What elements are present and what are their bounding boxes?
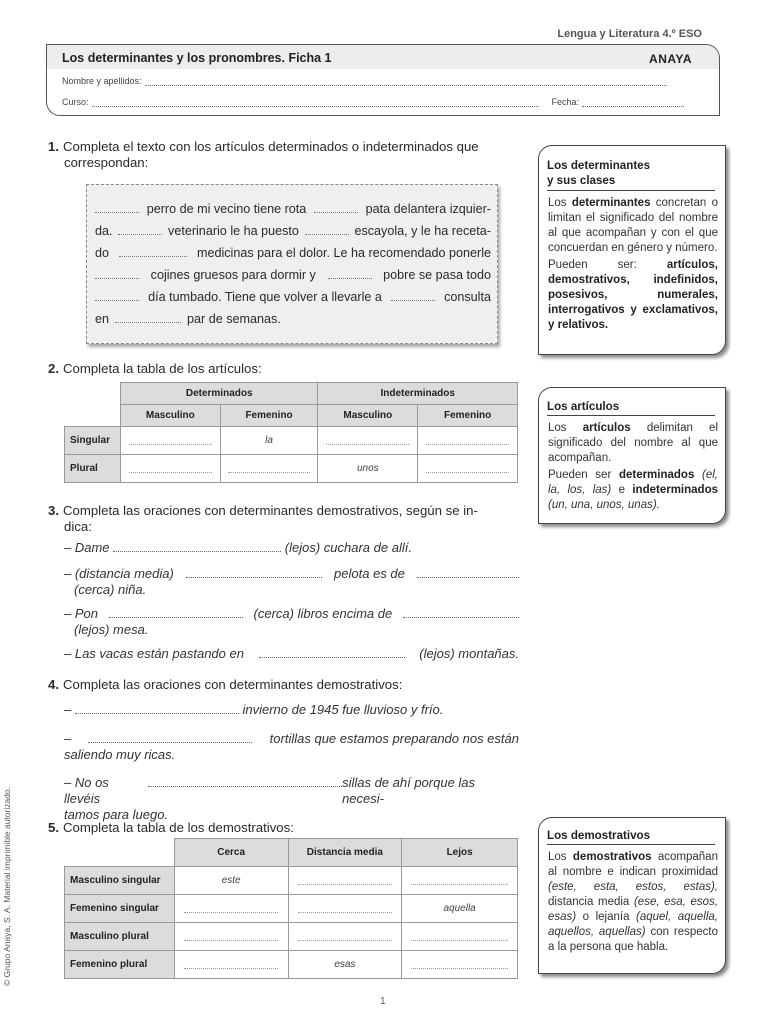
info-box-body [548, 421, 718, 513]
body-keyword: determinados [618, 469, 695, 481]
answer-blank[interactable] [115, 313, 181, 323]
given-value: la [265, 435, 273, 446]
body-text: delimitan el significado del nombre al que acompañan. [548, 422, 719, 464]
given-value: este [221, 875, 241, 886]
subject-label: Lengua y Literatura 4.º ESO [557, 28, 702, 40]
sentence-text: (lejos) mesa. [74, 622, 149, 637]
page-number: 1 [380, 996, 386, 1007]
answer-blank[interactable] [259, 648, 405, 658]
title-underline [547, 844, 715, 845]
body-text: distancia media [548, 896, 630, 908]
info-box-title-line: Los determinantes [547, 159, 651, 172]
cloze-text: da. [95, 224, 113, 238]
sentence-text: (cerca) niña. [74, 582, 147, 597]
sentence-text: – Dame [64, 540, 110, 555]
cloze-line [95, 224, 491, 238]
answer-cell[interactable] [174, 895, 288, 923]
question-3-text: Completa las oraciones con determinantes demostrativos, según se in- [63, 503, 478, 518]
answer-cell[interactable] [318, 427, 418, 455]
cloze-text: escayola, y le ha receta- [354, 224, 491, 238]
sentence-text: – No os llevéis [64, 775, 109, 806]
body-example: (un, una, unos, unas). [548, 499, 660, 511]
cloze-line [95, 268, 491, 282]
row-header: Femenino plural [65, 951, 175, 979]
info-box-title: Los demostrativos [547, 829, 651, 842]
answer-blank[interactable] [411, 958, 507, 969]
sentence-text: (lejos) montañas. [419, 646, 519, 661]
question-2-text: Completa la tabla de los artículos: [63, 361, 262, 376]
answer-blank[interactable] [184, 902, 279, 913]
table-row [65, 455, 518, 483]
row-header: Plural [65, 455, 121, 483]
answer-blank[interactable] [113, 542, 281, 552]
demonstratives-table [64, 838, 518, 979]
question-5-text: Completa la tabla de los demostrativos: [63, 820, 294, 835]
answer-blank[interactable] [95, 291, 139, 301]
name-label: Nombre y apellidos: [62, 76, 142, 86]
body-example: (ese, esa, esos, esas) [548, 896, 718, 923]
body-text: o lejanía [582, 911, 630, 923]
question-5 [48, 820, 294, 836]
answer-cell[interactable] [120, 427, 220, 455]
question-number: 5. [48, 820, 59, 835]
empty-corner [65, 839, 175, 867]
body-text: Los [548, 422, 567, 434]
cloze-line [95, 312, 491, 326]
date-blank[interactable] [582, 99, 684, 107]
answer-blank[interactable] [391, 291, 435, 301]
cloze-text: pata delantera izquier- [365, 202, 491, 216]
cloze-line [95, 290, 491, 304]
body-text: Pueden ser: [548, 259, 637, 271]
row-header: Singular [65, 427, 121, 455]
cloze-text-box [86, 184, 498, 344]
question-number: 3. [48, 503, 59, 518]
table-row [65, 867, 518, 895]
sentence-text: – (distancia media) [64, 566, 174, 581]
given-cell [318, 455, 418, 483]
sentence-item [64, 606, 519, 638]
body-example: (el, la, los, las) [548, 469, 718, 496]
table-row [65, 895, 518, 923]
body-keyword: artículos [582, 422, 631, 434]
group-header: Determinados [120, 383, 318, 405]
info-box-articulos [538, 387, 726, 524]
answer-blank[interactable] [119, 247, 187, 257]
answer-blank[interactable] [186, 568, 322, 578]
answer-blank[interactable] [148, 777, 342, 787]
body-text: e [618, 484, 626, 496]
date-label: Fecha: [551, 97, 580, 107]
cloze-text: pobre se pasa todo [383, 268, 491, 282]
answer-blank[interactable] [411, 874, 507, 885]
row-header: Masculino singular [65, 867, 175, 895]
sentence-item [64, 540, 519, 556]
given-value: esas [334, 959, 356, 970]
sentence-item [64, 702, 519, 718]
answer-cell[interactable] [402, 867, 518, 895]
answer-blank[interactable] [109, 608, 243, 618]
answer-blank[interactable] [326, 434, 409, 445]
column-header: Cerca [174, 839, 288, 867]
answer-cell[interactable] [120, 455, 220, 483]
worksheet-title: Los determinantes y los pronombres. Ficha 1 [62, 51, 332, 65]
given-cell [402, 895, 518, 923]
empty-corner [65, 405, 121, 427]
answer-cell[interactable] [288, 895, 402, 923]
info-box-title: Los artículos [547, 400, 620, 413]
column-header: Masculino [318, 405, 418, 427]
copyright-notice: © Grupo Anaya, S. A. Material imprimible autorizado. [2, 786, 12, 986]
question-number: 2. [48, 361, 59, 376]
column-header: Lejos [402, 839, 518, 867]
cloze-text: día tumbado. Tiene que volver a llevarle a [148, 290, 382, 304]
sentence-item [64, 646, 519, 662]
body-example: (este, esta, estos, estas), [548, 881, 718, 893]
given-cell [174, 867, 288, 895]
cloze-text: perro de mi vecino tiene rota [146, 202, 307, 216]
sentence-text: invierno de 1945 fue lluvioso y frío. [242, 702, 444, 717]
table-row [65, 427, 518, 455]
column-header: Femenino [418, 405, 518, 427]
given-value: unos [356, 463, 379, 474]
answer-blank[interactable] [426, 462, 509, 473]
question-3 [48, 503, 522, 535]
body-example: (aquel, aquella, aquellos, aquellas) [548, 911, 718, 938]
answer-blank[interactable] [129, 462, 212, 473]
worksheet-header [46, 44, 720, 116]
sentence-text: saliendo muy ricas. [64, 747, 176, 762]
course-label: Curso: [62, 97, 89, 107]
sentence-text: pelota es de [334, 566, 405, 581]
column-header: Femenino [220, 405, 318, 427]
answer-blank[interactable] [75, 704, 239, 714]
cloze-text: veterinario le ha puesto [168, 224, 299, 238]
table-row [65, 923, 518, 951]
body-text: Los [548, 197, 567, 209]
table-row [65, 951, 518, 979]
info-box-title-line: y sus clases [547, 174, 616, 187]
answer-blank[interactable] [417, 568, 519, 578]
cloze-text: medicinas para el dolor. Le ha recomendado ponerle [196, 246, 491, 260]
answer-blank[interactable] [305, 225, 349, 235]
question-2 [48, 361, 262, 377]
sentence-item [64, 731, 519, 763]
body-text: acompañan al nombre e indican proximidad [548, 851, 718, 878]
body-keyword: determinantes [571, 197, 651, 209]
cloze-text: cojines gruesos para dormir y [150, 268, 316, 282]
answer-blank[interactable] [298, 902, 393, 913]
answer-blank[interactable] [426, 434, 509, 445]
answer-cell[interactable] [174, 923, 288, 951]
row-header: Masculino plural [65, 923, 175, 951]
cloze-line [95, 246, 491, 260]
answer-cell[interactable] [418, 455, 518, 483]
info-box-determinantes [538, 145, 726, 355]
cloze-line [95, 202, 491, 216]
answer-blank[interactable] [129, 434, 212, 445]
group-header: Indeterminados [318, 383, 518, 405]
body-keyword: demostrativos [572, 851, 652, 863]
question-number: 4. [48, 677, 59, 692]
column-header: Masculino [120, 405, 220, 427]
answer-blank[interactable] [184, 930, 279, 941]
answer-blank[interactable] [298, 930, 393, 941]
given-cell [288, 951, 402, 979]
answer-blank[interactable] [411, 930, 507, 941]
course-field[interactable] [62, 97, 684, 107]
sentence-text: tortillas que estamos preparando nos están [269, 731, 519, 746]
question-1-text-cont: correspondan: [64, 155, 149, 170]
answer-cell[interactable] [288, 923, 402, 951]
row-header: Femenino singular [65, 895, 175, 923]
question-4 [48, 677, 402, 693]
answer-blank[interactable] [228, 462, 309, 473]
info-box-title [547, 158, 650, 188]
answer-blank[interactable] [403, 608, 519, 618]
answer-blank[interactable] [95, 203, 139, 213]
question-1 [48, 139, 522, 171]
body-text: concretan o limitan el significado del nombre al que acompañan y con el que concuerdan en género y número. [548, 197, 718, 254]
answer-cell[interactable] [288, 867, 402, 895]
publisher-logo: ANAYA [649, 52, 692, 66]
column-header: Distancia media [288, 839, 402, 867]
given-cell [220, 427, 318, 455]
name-blank[interactable] [145, 78, 667, 86]
given-value: aquella [443, 903, 476, 914]
title-underline [547, 190, 715, 191]
info-box-body [548, 196, 718, 333]
body-text: Los [548, 851, 567, 863]
answer-blank[interactable] [298, 874, 393, 885]
cloze-text: en [95, 312, 110, 326]
info-box-body [548, 850, 718, 955]
body-keyword: indeterminados [632, 484, 718, 496]
answer-cell[interactable] [402, 923, 518, 951]
sentence-item [64, 775, 519, 823]
sentence-text: (cerca) libros encima de [253, 606, 393, 621]
name-field[interactable] [62, 76, 667, 86]
body-text: Pueden ser [548, 469, 612, 481]
sentence-text: – Las vacas están pastando en [64, 646, 244, 661]
answer-blank[interactable] [328, 269, 372, 279]
answer-cell[interactable] [174, 951, 288, 979]
question-number: 1. [48, 139, 59, 154]
sentence-text: – [64, 731, 72, 746]
cloze-text: do [95, 246, 110, 260]
articles-table [64, 382, 518, 483]
answer-cell[interactable] [220, 455, 318, 483]
answer-cell[interactable] [418, 427, 518, 455]
answer-blank[interactable] [314, 203, 358, 213]
empty-corner [65, 383, 121, 405]
info-box-demostrativos [538, 817, 726, 974]
answer-blank[interactable] [118, 225, 162, 235]
cloze-text: consulta [444, 290, 491, 304]
sentence-text: – Pon [64, 606, 98, 621]
title-underline [547, 415, 715, 416]
cloze-text: par de semanas. [187, 312, 281, 326]
sentence-text: tamos para luego. [64, 807, 169, 822]
question-1-text: Completa el texto con los artículos determinados o indeterminados que [63, 139, 479, 154]
sentence-text: sillas de ahí porque las necesi- [342, 775, 476, 806]
answer-blank[interactable] [88, 733, 252, 743]
sentence-item [64, 566, 519, 598]
question-3-text-cont: dica: [64, 519, 92, 534]
answer-blank[interactable] [184, 958, 279, 969]
body-text: con respecto a la persona que habla. [548, 926, 718, 953]
course-blank[interactable] [92, 99, 539, 107]
sentence-text: (lejos) cuchara de allí. [284, 540, 412, 555]
body-keyword: artículos, demostrativos, indefinidos, posesivos, numerales, interrogativos y exclamativos, y relativos. [548, 259, 718, 331]
answer-blank[interactable] [95, 269, 139, 279]
question-4-text: Completa las oraciones con determinantes demostrativos: [63, 677, 403, 692]
answer-cell[interactable] [402, 951, 518, 979]
sentence-text: – [64, 702, 72, 717]
